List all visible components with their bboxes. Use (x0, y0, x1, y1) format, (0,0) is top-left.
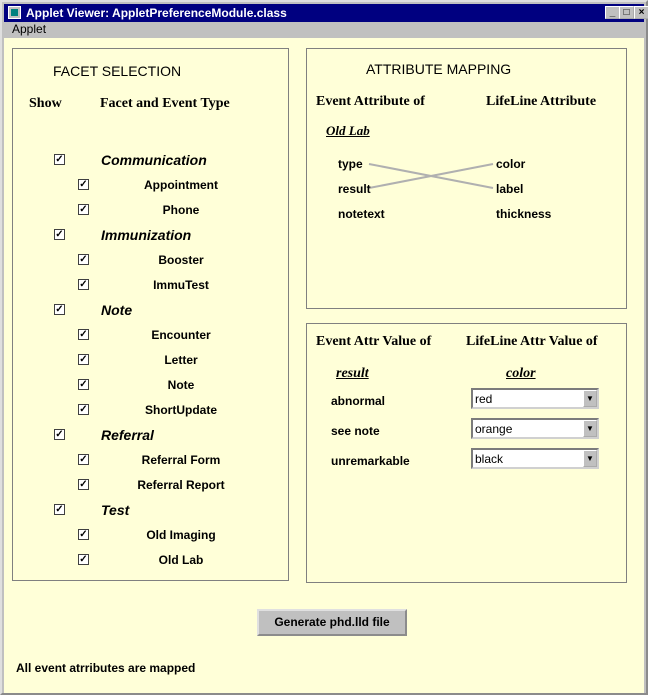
facet-selection-panel (12, 48, 289, 581)
title-bar[interactable] (4, 4, 644, 22)
event-type-label: Old Lab (158, 553, 204, 567)
event-attribute-item[interactable]: notetext (338, 207, 385, 221)
event-attribute-item[interactable]: type (338, 157, 363, 171)
chevron-down-icon[interactable]: ▼ (583, 390, 597, 407)
menu-bar (4, 22, 644, 37)
event-type-label: Encounter (151, 328, 211, 342)
event-type-label: ImmuTest (153, 278, 209, 292)
event-checkbox-3-0[interactable]: ✓ (79, 454, 88, 465)
event-checkbox-0-0[interactable]: ✓ (79, 179, 88, 190)
event-type-label: Referral Report (137, 478, 225, 492)
event-type-label: ShortUpdate (145, 403, 217, 417)
lifeline-attr-value-header: LifeLine Attr Value of (466, 334, 598, 349)
event-checkbox-4-0[interactable]: ✓ (79, 529, 88, 540)
event-value-label: unremarkable (331, 454, 410, 468)
event-type-label: Old Lab (326, 123, 370, 138)
event-checkbox-2-1[interactable]: ✓ (79, 354, 88, 365)
event-checkbox-1-1[interactable]: ✓ (79, 279, 88, 290)
facet-checkbox-0[interactable]: ✓ (55, 154, 64, 165)
select-value: orange (475, 422, 513, 436)
chevron-down-icon[interactable]: ▼ (583, 450, 597, 467)
event-attribute-header: Event Attribute of (316, 94, 425, 109)
event-checkbox-0-1[interactable]: ✓ (79, 204, 88, 215)
attribute-mapping-title: ATTRIBUTE MAPPING (366, 61, 512, 77)
event-checkbox-2-0[interactable]: ✓ (79, 329, 88, 340)
event-type-label: Phone (162, 203, 200, 217)
event-checkbox-2-2[interactable]: ✓ (79, 379, 88, 390)
facet-checkbox-1[interactable]: ✓ (55, 229, 64, 240)
applet-content (4, 38, 644, 693)
facet-group-label: Note (101, 302, 133, 318)
lifeline-attr-name: color (506, 366, 536, 381)
window-title: Applet Viewer: AppletPreferenceModule.class (26, 6, 287, 20)
status-text: All event atrributes are mapped (16, 661, 196, 675)
event-attr-name: result (336, 366, 369, 381)
event-type-label: Note (167, 378, 195, 392)
event-value-label: see note (331, 424, 380, 438)
facet-group-label: Referral (101, 427, 154, 443)
facet-group-label: Test (101, 502, 130, 518)
facet-checkbox-2[interactable]: ✓ (55, 304, 64, 315)
lifeline-value-select[interactable] (471, 388, 599, 409)
event-checkbox-3-1[interactable]: ✓ (79, 479, 88, 490)
close-icon[interactable]: × (634, 6, 648, 19)
lifeline-attribute-header: LifeLine Attribute (486, 94, 597, 109)
event-checkbox-4-1[interactable]: ✓ (79, 554, 88, 565)
facet-type-column-header: Facet and Event Type (100, 96, 230, 111)
event-type-label: Appointment (144, 178, 218, 192)
event-value-label: abnormal (331, 394, 386, 408)
lifeline-attribute-item[interactable]: thickness (496, 207, 552, 221)
attribute-links (307, 49, 626, 308)
minimize-icon[interactable]: _ (605, 6, 620, 19)
facet-group-label: Immunization (101, 227, 192, 243)
facet-checkbox-3[interactable]: ✓ (55, 429, 64, 440)
select-value: black (475, 452, 504, 466)
event-checkbox-2-3[interactable]: ✓ (79, 404, 88, 415)
event-type-label: Referral Form (141, 453, 221, 467)
generate-button[interactable]: Generate phd.lld file (257, 609, 407, 636)
lifeline-value-select[interactable] (471, 418, 599, 439)
event-type-label: Booster (158, 253, 204, 267)
lifeline-value-select[interactable] (471, 448, 599, 469)
lifeline-attribute-item[interactable]: label (496, 182, 524, 196)
java-app-icon (8, 6, 21, 19)
maximize-icon[interactable]: □ (619, 6, 634, 19)
facet-group-label: Communication (101, 152, 207, 168)
event-type-label: Letter (164, 353, 198, 367)
event-attr-value-header: Event Attr Value of (316, 334, 432, 349)
select-value: red (475, 392, 493, 406)
attribute-value-panel (306, 323, 627, 583)
event-attribute-item[interactable]: result (338, 182, 371, 196)
event-type-label: Old Imaging (146, 528, 216, 542)
chevron-down-icon[interactable]: ▼ (583, 420, 597, 437)
facet-selection-title: FACET SELECTION (53, 63, 182, 79)
event-checkbox-1-0[interactable]: ✓ (79, 254, 88, 265)
lifeline-attribute-item[interactable]: color (496, 157, 526, 171)
facet-checkbox-4[interactable]: ✓ (55, 504, 64, 515)
menu-applet[interactable]: Applet (12, 22, 47, 36)
show-column-header: Show (29, 96, 62, 111)
attribute-mapping-panel (306, 48, 627, 309)
